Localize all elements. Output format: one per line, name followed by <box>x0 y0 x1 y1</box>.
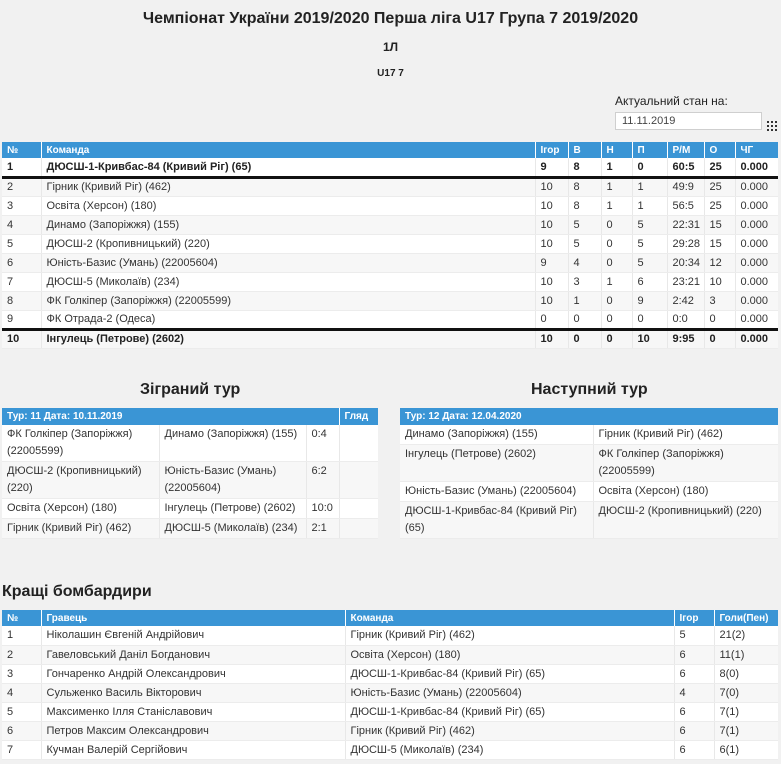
next-round-box <box>400 408 778 539</box>
points-cell: 0 <box>704 329 735 348</box>
chg-cell: 0.000 <box>735 329 778 348</box>
scorers-row <box>2 626 778 645</box>
points-cell: 15 <box>704 215 735 234</box>
col-goals[interactable]: Р/М <box>667 142 704 158</box>
team-name-cell[interactable]: Освіта (Херсон) (180) <box>41 196 535 215</box>
goals-pen-cell: 8(0) <box>714 664 778 683</box>
rank-cell: 10 <box>2 329 41 348</box>
points-cell: 15 <box>704 234 735 253</box>
chg-cell: 0.000 <box>735 196 778 215</box>
rank-cell: 6 <box>2 253 41 272</box>
played-round-box <box>2 408 378 539</box>
played-round-header <box>2 408 378 425</box>
watch-cell <box>339 425 378 462</box>
standings-row <box>2 310 778 329</box>
col-rank[interactable]: № <box>2 142 41 158</box>
goals-cell: 22:31 <box>667 215 704 234</box>
team-name-cell[interactable]: ДЮСШ-1-Кривбас-84 (Кривий Ріг) (65) <box>345 702 674 721</box>
watch-cell <box>339 519 378 539</box>
rank-cell: 1 <box>2 158 41 177</box>
wins-cell: 1 <box>568 291 601 310</box>
team-name-cell[interactable]: ФК Голкіпер (Запоріжжя) (22005599) <box>41 291 535 310</box>
team-name-cell[interactable]: Освіта (Херсон) (180) <box>345 645 674 664</box>
standings-table <box>2 142 778 349</box>
team-name-cell[interactable]: ДЮСШ-5 (Миколаїв) (234) <box>41 272 535 291</box>
scorers-row <box>2 683 778 702</box>
played-row <box>2 462 378 499</box>
games-cell: 10 <box>535 329 568 348</box>
player-name-cell[interactable]: Гавеловський Даніл Богданович <box>41 645 345 664</box>
col-losses[interactable]: П <box>632 142 667 158</box>
team-name-cell[interactable]: ДЮСШ-5 (Миколаїв) (234) <box>345 740 674 759</box>
standings-row <box>2 158 778 177</box>
standings-row <box>2 196 778 215</box>
player-name-cell[interactable]: Кучман Валерій Сергійович <box>41 740 345 759</box>
losses-cell: 5 <box>632 215 667 234</box>
wins-cell: 8 <box>568 158 601 177</box>
next-row <box>400 425 778 445</box>
home-team-cell[interactable]: ДЮСШ-1-Кривбас-84 (Кривий Ріг) (65) <box>400 502 593 539</box>
draws-cell: 0 <box>601 291 632 310</box>
chg-cell: 0.000 <box>735 234 778 253</box>
chg-cell: 0.000 <box>735 177 778 196</box>
losses-cell: 1 <box>632 196 667 215</box>
goals-pen-cell: 7(1) <box>714 702 778 721</box>
chg-cell: 0.000 <box>735 215 778 234</box>
points-cell: 25 <box>704 177 735 196</box>
scorers-row <box>2 721 778 740</box>
draws-cell: 0 <box>601 329 632 348</box>
away-team-cell[interactable]: ДЮСШ-5 (Миколаїв) (234) <box>159 519 306 539</box>
games-cell: 10 <box>535 234 568 253</box>
home-team-cell[interactable]: Юність-Базис (Умань) (22005604) <box>400 482 593 502</box>
player-name-cell[interactable]: Сульженко Василь Вікторович <box>41 683 345 702</box>
wins-cell: 0 <box>568 310 601 329</box>
scorers-header-row <box>2 610 778 626</box>
col-chg[interactable]: ЧГ <box>735 142 778 158</box>
page-title: Чемпіонат України 2019/2020 Перша ліга U17 Група 7 2019/2020 <box>142 10 639 27</box>
rank-cell: 7 <box>2 740 41 759</box>
wins-cell: 8 <box>568 177 601 196</box>
rank-cell: 4 <box>2 215 41 234</box>
goals-cell: 20:34 <box>667 253 704 272</box>
draws-cell: 1 <box>601 272 632 291</box>
score-cell: 6:2 <box>306 462 339 499</box>
games-cell: 9 <box>535 253 568 272</box>
col-wins[interactable]: В <box>568 142 601 158</box>
losses-cell: 10 <box>632 329 667 348</box>
next-row <box>400 445 778 482</box>
games-cell: 0 <box>535 310 568 329</box>
home-team-cell[interactable]: Гірник (Кривий Ріг) (462) <box>2 519 159 539</box>
chg-cell: 0.000 <box>735 158 778 177</box>
player-name-cell[interactable]: Гончаренко Андрій Олександрович <box>41 664 345 683</box>
played-row <box>2 425 378 462</box>
away-team-cell[interactable]: Гірник (Кривий Ріг) (462) <box>593 425 778 445</box>
group-code: U17 7 <box>377 68 404 79</box>
games-cell: 4 <box>674 683 714 702</box>
home-team-cell[interactable]: Інгулець (Петрове) (2602) <box>400 445 593 482</box>
played-row <box>2 499 378 519</box>
standings-row <box>2 215 778 234</box>
wins-cell: 3 <box>568 272 601 291</box>
games-cell: 5 <box>674 626 714 645</box>
home-team-cell[interactable]: ФК Голкіпер (Запоріжжя) (22005599) <box>2 425 159 462</box>
goals-cell: 49:9 <box>667 177 704 196</box>
losses-cell: 5 <box>632 234 667 253</box>
goals-pen-cell: 7(1) <box>714 721 778 740</box>
games-cell: 9 <box>535 158 568 177</box>
away-team-cell[interactable]: ФК Голкіпер (Запоріжжя) (22005599) <box>593 445 778 482</box>
losses-cell: 5 <box>632 253 667 272</box>
team-name-cell[interactable]: Юність-Базис (Умань) (22005604) <box>345 683 674 702</box>
team-name-cell[interactable]: Гірник (Кривий Ріг) (462) <box>345 721 674 740</box>
goals-cell: 23:21 <box>667 272 704 291</box>
watch-cell <box>339 462 378 499</box>
player-name-cell[interactable]: Максименко Ілля Станіславович <box>41 702 345 721</box>
rank-cell: 8 <box>2 291 41 310</box>
top-scorers-title: Кращі бомбардири <box>2 583 152 600</box>
rank-cell: 3 <box>2 664 41 683</box>
losses-cell: 1 <box>632 177 667 196</box>
rank-cell: 1 <box>2 626 41 645</box>
points-cell: 3 <box>704 291 735 310</box>
col-games[interactable]: Ігор <box>674 610 714 626</box>
player-name-cell[interactable]: Петров Максим Олександрович <box>41 721 345 740</box>
goals-cell: 0:0 <box>667 310 704 329</box>
games-cell: 6 <box>674 740 714 759</box>
calendar-grid-icon[interactable] <box>767 121 777 131</box>
col-points[interactable]: О <box>704 142 735 158</box>
rank-cell: 6 <box>2 721 41 740</box>
goals-cell: 9:95 <box>667 329 704 348</box>
games-cell: 10 <box>535 177 568 196</box>
team-name-cell[interactable]: Юність-Базис (Умань) (22005604) <box>41 253 535 272</box>
wins-cell: 5 <box>568 215 601 234</box>
played-round-title: Зіграний тур <box>140 381 241 398</box>
losses-cell: 0 <box>632 158 667 177</box>
scorers-row <box>2 645 778 664</box>
team-name-cell[interactable]: Інгулець (Петрове) (2602) <box>41 329 535 348</box>
games-cell: 6 <box>674 721 714 740</box>
team-name-cell[interactable]: Гірник (Кривий Ріг) (462) <box>41 177 535 196</box>
losses-cell: 6 <box>632 272 667 291</box>
played-round-date: Тур: 11 Дата: 10.11.2019 <box>2 408 339 425</box>
next-round-header <box>400 408 778 425</box>
goals-pen-cell: 11(1) <box>714 645 778 664</box>
chg-cell: 0.000 <box>735 272 778 291</box>
scorers-row <box>2 664 778 683</box>
rank-cell: 4 <box>2 683 41 702</box>
team-name-cell[interactable]: ДЮСШ-1-Кривбас-84 (Кривий Ріг) (65) <box>41 158 535 177</box>
league-code: 1Л <box>382 40 399 54</box>
home-team-cell[interactable]: Освіта (Херсон) (180) <box>2 499 159 519</box>
away-team-cell[interactable]: Динамо (Запоріжжя) (155) <box>159 425 306 462</box>
draws-cell: 0 <box>601 234 632 253</box>
watch-cell <box>339 499 378 519</box>
draws-cell: 1 <box>601 158 632 177</box>
col-watch: Гляд <box>339 408 378 425</box>
goals-pen-cell: 21(2) <box>714 626 778 645</box>
rank-cell: 2 <box>2 645 41 664</box>
col-games[interactable]: Ігор <box>535 142 568 158</box>
next-round-date: Тур: 12 Дата: 12.04.2020 <box>400 408 778 425</box>
played-row <box>2 519 378 539</box>
standings-header-row <box>2 142 778 158</box>
team-name-cell[interactable]: Гірник (Кривий Ріг) (462) <box>345 626 674 645</box>
chg-cell: 0.000 <box>735 310 778 329</box>
losses-cell: 0 <box>632 310 667 329</box>
player-name-cell[interactable]: Ніколашин Євгеній Андрійович <box>41 626 345 645</box>
goals-cell: 29:28 <box>667 234 704 253</box>
wins-cell: 5 <box>568 234 601 253</box>
draws-cell: 0 <box>601 310 632 329</box>
rank-cell: 5 <box>2 702 41 721</box>
standings-row <box>2 272 778 291</box>
chg-cell: 0.000 <box>735 253 778 272</box>
away-team-cell[interactable]: Інгулець (Петрове) (2602) <box>159 499 306 519</box>
points-cell: 0 <box>704 310 735 329</box>
points-cell: 25 <box>704 196 735 215</box>
rank-cell: 2 <box>2 177 41 196</box>
actual-state-label: Актуальний стан на: <box>615 94 728 108</box>
games-cell: 10 <box>535 272 568 291</box>
team-name-cell[interactable]: Динамо (Запоріжжя) (155) <box>41 215 535 234</box>
goals-pen-cell: 7(0) <box>714 683 778 702</box>
standings-row <box>2 291 778 310</box>
rank-cell: 7 <box>2 272 41 291</box>
losses-cell: 9 <box>632 291 667 310</box>
standings-row <box>2 253 778 272</box>
goals-cell: 56:5 <box>667 196 704 215</box>
goals-cell: 60:5 <box>667 158 704 177</box>
home-team-cell[interactable]: Динамо (Запоріжжя) (155) <box>400 425 593 445</box>
wins-cell: 0 <box>568 329 601 348</box>
date-input[interactable] <box>615 112 762 130</box>
rank-cell: 9 <box>2 310 41 329</box>
standings-row <box>2 329 778 348</box>
wins-cell: 8 <box>568 196 601 215</box>
col-goals-pen[interactable]: Голи(Пен) <box>714 610 778 626</box>
col-player[interactable]: Гравець <box>41 610 345 626</box>
away-team-cell[interactable]: Освіта (Херсон) (180) <box>593 482 778 502</box>
away-team-cell[interactable]: ДЮСШ-2 (Кропивницький) (220) <box>593 502 778 539</box>
next-row <box>400 482 778 502</box>
col-draws[interactable]: Н <box>601 142 632 158</box>
away-team-cell[interactable]: Юність-Базис (Умань) (22005604) <box>159 462 306 499</box>
col-rank[interactable]: № <box>2 610 41 626</box>
next-round-title: Наступний тур <box>531 381 648 398</box>
home-team-cell[interactable]: ДЮСШ-2 (Кропивницький) (220) <box>2 462 159 499</box>
standings-row <box>2 234 778 253</box>
draws-cell: 0 <box>601 253 632 272</box>
points-cell: 25 <box>704 158 735 177</box>
games-cell: 6 <box>674 702 714 721</box>
standings-row <box>2 177 778 196</box>
wins-cell: 4 <box>568 253 601 272</box>
goals-pen-cell: 6(1) <box>714 740 778 759</box>
score-cell: 10:0 <box>306 499 339 519</box>
rank-cell: 5 <box>2 234 41 253</box>
played-round-table <box>2 408 378 539</box>
draws-cell: 1 <box>601 177 632 196</box>
games-cell: 10 <box>535 291 568 310</box>
games-cell: 10 <box>535 215 568 234</box>
top-scorers-table <box>2 610 778 760</box>
draws-cell: 1 <box>601 196 632 215</box>
rank-cell: 3 <box>2 196 41 215</box>
score-cell: 0:4 <box>306 425 339 462</box>
team-name-cell[interactable]: ДЮСШ-2 (Кропивницький) (220) <box>41 234 535 253</box>
games-cell: 6 <box>674 645 714 664</box>
scorers-row <box>2 702 778 721</box>
games-cell: 10 <box>535 196 568 215</box>
score-cell: 2:1 <box>306 519 339 539</box>
next-row <box>400 502 778 539</box>
points-cell: 10 <box>704 272 735 291</box>
games-cell: 6 <box>674 664 714 683</box>
chg-cell: 0.000 <box>735 291 778 310</box>
col-team[interactable]: Команда <box>41 142 535 158</box>
col-team[interactable]: Команда <box>345 610 674 626</box>
points-cell: 12 <box>704 253 735 272</box>
next-round-table <box>400 408 778 539</box>
scorers-row <box>2 740 778 759</box>
draws-cell: 0 <box>601 215 632 234</box>
goals-cell: 2:42 <box>667 291 704 310</box>
team-name-cell[interactable]: ДЮСШ-1-Кривбас-84 (Кривий Ріг) (65) <box>345 664 674 683</box>
team-name-cell[interactable]: ФК Отрада-2 (Одеса) <box>41 310 535 329</box>
